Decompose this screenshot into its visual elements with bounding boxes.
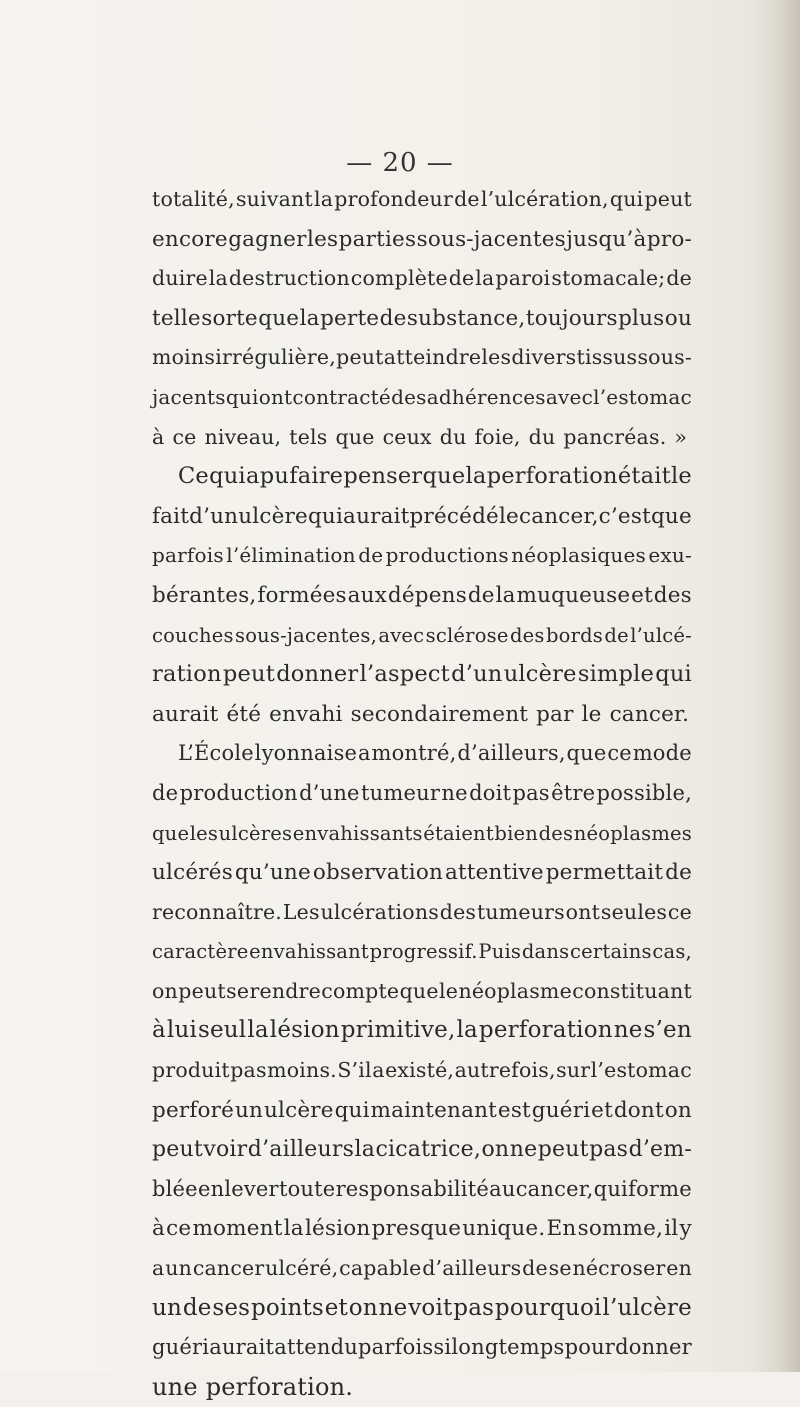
word: ne <box>509 1137 538 1163</box>
word: de <box>665 860 692 886</box>
word: muqueuse <box>516 582 631 608</box>
word: lésion <box>269 1017 340 1044</box>
word: profondeur <box>334 187 453 211</box>
word: le <box>581 701 602 727</box>
word: penser <box>343 463 423 490</box>
word: forme <box>628 1176 692 1201</box>
word: jusqu’à <box>566 226 647 252</box>
word: pancréas. <box>563 424 667 449</box>
word: ulcère <box>263 1097 334 1123</box>
word: attendu <box>274 1335 358 1360</box>
text-line <box>152 338 692 378</box>
word: jacents <box>152 384 226 409</box>
word: pas <box>453 1294 495 1321</box>
word: la <box>314 187 334 211</box>
body-text <box>152 180 692 1407</box>
word: lyonnaise <box>254 741 358 766</box>
word: a <box>245 463 260 490</box>
word: ulcéré, <box>265 1256 339 1281</box>
text-line <box>152 536 692 576</box>
word: la <box>354 1137 376 1163</box>
word: cas, <box>652 940 692 964</box>
word: de <box>182 1294 212 1321</box>
word: ou <box>664 305 692 331</box>
word: s’en <box>643 1017 692 1044</box>
word: nécroser <box>572 1256 666 1281</box>
word: des <box>391 384 427 409</box>
word: produit <box>152 1058 230 1083</box>
word: du <box>528 424 556 449</box>
word: certains <box>570 940 652 964</box>
word: ration <box>152 661 222 688</box>
word: un <box>165 1256 193 1281</box>
word: le <box>439 978 459 1003</box>
word: on <box>664 1097 692 1123</box>
word: se <box>226 978 250 1003</box>
word: l’élimination <box>226 543 356 568</box>
word: de <box>379 305 407 331</box>
word: tumeurs <box>476 899 565 924</box>
word: des <box>509 623 545 647</box>
word: encore <box>152 226 228 252</box>
text-line <box>152 299 692 339</box>
word: d’ailleurs <box>247 1137 355 1163</box>
word: en <box>666 1256 692 1281</box>
word: paroi <box>495 266 551 291</box>
page-edge-shadow <box>752 0 800 1372</box>
word: la <box>283 1216 304 1242</box>
word: des <box>538 821 574 845</box>
word: et <box>324 1294 348 1321</box>
word: ce <box>607 741 632 766</box>
word: montré, <box>371 741 457 766</box>
word: substance, <box>406 305 526 331</box>
text-line <box>152 1368 692 1407</box>
word: ont <box>565 899 601 924</box>
word: complète <box>350 266 448 291</box>
word: on <box>348 1294 378 1321</box>
word: un <box>234 1097 264 1123</box>
word: bords <box>545 623 604 647</box>
text-line <box>152 695 692 735</box>
word: ses <box>212 1294 251 1321</box>
word: était <box>617 463 671 490</box>
text-line <box>152 418 692 458</box>
word: d’ailleurs, <box>457 741 566 766</box>
word: y <box>679 1216 692 1242</box>
word: dans <box>521 940 570 964</box>
word: précédé <box>409 503 499 529</box>
word: perte <box>320 305 380 331</box>
word: sur <box>556 1058 591 1083</box>
word: aurait <box>343 503 410 529</box>
word: qui <box>334 1097 370 1123</box>
word: ulcère <box>503 661 577 688</box>
word: rendre <box>249 978 321 1003</box>
word: a <box>152 1256 165 1281</box>
word: reconnaître. <box>152 899 283 924</box>
word: été <box>226 701 262 727</box>
word: à <box>152 424 165 449</box>
word: somme, <box>577 1216 664 1242</box>
text-line <box>152 497 692 537</box>
word: avec <box>545 384 593 409</box>
word: toujours <box>525 305 618 331</box>
text-line <box>152 1249 692 1289</box>
word: tissus <box>576 345 638 370</box>
word: voit <box>408 1294 453 1321</box>
word: bien <box>494 821 539 845</box>
text-line <box>152 220 692 260</box>
word: de <box>448 266 475 291</box>
word: cancer <box>192 1256 265 1281</box>
word: du <box>439 424 467 449</box>
word: exu- <box>648 543 692 568</box>
word: aurait <box>209 1335 275 1360</box>
word: aurait <box>152 701 219 727</box>
text-line <box>152 1170 692 1210</box>
word: qui <box>609 187 644 211</box>
word: c’est <box>598 503 651 529</box>
word: moment <box>192 1216 283 1242</box>
word: niveau, <box>204 424 282 449</box>
word: que <box>650 503 692 529</box>
text-line <box>152 655 692 695</box>
word: cicatrice, <box>375 1137 482 1163</box>
word: compte <box>321 978 400 1003</box>
word: points <box>250 1294 324 1321</box>
word: donner <box>276 661 359 688</box>
word: foie, <box>474 424 521 449</box>
word: guéri <box>531 1097 591 1123</box>
word: progressif. <box>369 940 478 964</box>
word: mode <box>632 741 692 766</box>
word: maintenant <box>370 1097 497 1123</box>
text-line <box>152 814 692 854</box>
word: avec <box>378 623 425 647</box>
word: et <box>591 1097 613 1123</box>
word: atteindre <box>383 345 482 370</box>
word: on <box>481 1137 510 1163</box>
word: si <box>433 1335 452 1360</box>
word: d’un <box>451 661 503 688</box>
word: cancer, <box>515 1176 594 1201</box>
word: enlever <box>197 1176 279 1201</box>
word: lui <box>166 1017 198 1044</box>
word: ce <box>166 1216 192 1242</box>
word: perforation. <box>205 1372 354 1401</box>
word: a <box>357 741 371 766</box>
text-line <box>152 853 692 893</box>
word: qui <box>655 661 692 688</box>
text-line <box>152 1011 692 1051</box>
word: pas <box>230 1058 267 1083</box>
word: cancer. <box>609 701 690 727</box>
word: le <box>498 503 519 529</box>
word: de <box>467 582 495 608</box>
word: des <box>653 582 692 608</box>
word: d’un <box>189 503 239 529</box>
word: qui <box>593 1176 628 1201</box>
word: autrefois, <box>454 1058 556 1083</box>
word: que <box>422 463 466 490</box>
word: envahissants <box>292 821 423 845</box>
word: par <box>536 701 574 727</box>
word: il <box>664 1216 679 1242</box>
text-line <box>152 774 692 814</box>
word: l’estomac <box>590 1058 692 1083</box>
word: destruction <box>228 266 350 291</box>
word: néoplasme <box>458 978 572 1003</box>
word: simple <box>577 661 655 688</box>
word: un <box>152 1294 183 1321</box>
word: doit <box>469 780 512 805</box>
word: productions <box>385 543 509 568</box>
word: perforation <box>478 1017 613 1044</box>
word: que <box>152 821 190 845</box>
word: des <box>439 899 477 924</box>
word: attentive <box>444 860 544 886</box>
word: peut <box>644 187 692 211</box>
word: l’ulcère <box>602 1294 692 1321</box>
word: parfois <box>358 1335 434 1360</box>
word: voir <box>203 1137 248 1163</box>
word: la <box>208 266 228 291</box>
text-line <box>152 972 692 1012</box>
word: faire <box>289 463 344 490</box>
word: secondairement <box>350 701 529 727</box>
word: de <box>604 623 629 647</box>
word: peut <box>178 978 226 1003</box>
word: duire <box>152 266 208 291</box>
word: la <box>465 463 487 490</box>
word: à <box>152 1216 166 1242</box>
word: la <box>299 305 320 331</box>
word: que <box>335 424 375 449</box>
word: peut <box>537 1137 589 1163</box>
text-line <box>152 1051 692 1091</box>
word: l’ulcé- <box>630 623 692 647</box>
word: Puis <box>478 940 522 964</box>
word: donner <box>615 1335 692 1360</box>
word: envahi <box>269 701 343 727</box>
word: néoplasmes <box>573 821 692 845</box>
word: qui <box>307 503 344 529</box>
word: possible, <box>596 780 692 805</box>
word: envahissant <box>249 940 369 964</box>
word: ont <box>258 384 293 409</box>
word: existé, <box>385 1058 455 1083</box>
word: une <box>152 1372 198 1401</box>
word: toute <box>278 1176 336 1201</box>
word: production <box>179 780 298 805</box>
text-line <box>152 1209 692 1249</box>
word: totalité, <box>152 187 235 211</box>
word: divers <box>511 345 577 370</box>
text-line <box>152 616 692 656</box>
text-line <box>152 1328 692 1368</box>
text-line <box>152 932 692 972</box>
word: Ce <box>178 463 209 490</box>
word: stomacale; <box>551 266 666 291</box>
word: l’estomac <box>593 384 692 409</box>
word: qui <box>209 463 246 490</box>
word: pourquoi <box>494 1294 602 1321</box>
word: suivant <box>235 187 313 211</box>
word: longtemps <box>451 1335 565 1360</box>
word: ulcère <box>238 503 308 529</box>
word: dont <box>613 1097 664 1123</box>
word: ce <box>667 899 692 924</box>
word: tels <box>289 424 328 449</box>
word: de <box>522 1256 548 1281</box>
word: la <box>495 582 516 608</box>
word: peut <box>152 1137 203 1163</box>
word: responsabilité <box>335 1176 489 1201</box>
page-number: — 20 — <box>346 148 454 178</box>
text-line <box>152 1130 692 1170</box>
word: qui <box>225 384 259 409</box>
word: adhérences <box>426 384 546 409</box>
word: sclérose <box>425 623 509 647</box>
word: Les <box>282 899 320 924</box>
word: S’il <box>337 1058 372 1083</box>
word: d’em- <box>628 1137 692 1163</box>
word: ulcérés <box>152 860 233 886</box>
word: peut <box>222 661 275 688</box>
word: pas <box>589 1137 629 1163</box>
word: pour <box>564 1335 616 1360</box>
word: » <box>674 424 688 449</box>
word: néoplasiques <box>511 543 646 568</box>
word: ulcères <box>218 821 293 845</box>
word: pu <box>259 463 290 490</box>
text-line <box>152 734 692 774</box>
word: lésion <box>304 1216 371 1242</box>
word: l’ulcération, <box>480 187 609 211</box>
word: de <box>454 187 480 211</box>
word: d’ailleurs <box>422 1256 522 1281</box>
word: se <box>548 1256 572 1281</box>
word: pro- <box>646 226 692 252</box>
word: de <box>666 266 692 291</box>
word: peut <box>336 345 384 370</box>
word: que <box>399 978 439 1003</box>
word: plus <box>618 305 665 331</box>
word: être <box>551 780 596 805</box>
word: caractère <box>152 940 249 964</box>
word: ceux <box>382 424 432 449</box>
word: sous-jacentes, <box>235 623 378 647</box>
word: les <box>481 345 512 370</box>
word: a <box>372 1058 385 1083</box>
word: seul <box>197 1017 247 1044</box>
word: de <box>152 780 179 805</box>
word: primitive, <box>340 1017 456 1044</box>
word: presque <box>371 1216 462 1242</box>
word: les <box>189 821 219 845</box>
word: ce <box>172 424 197 449</box>
word: que <box>566 741 607 766</box>
word: couches <box>152 623 234 647</box>
word: on <box>152 978 178 1003</box>
word: dépens <box>387 582 467 608</box>
word: que <box>258 305 300 331</box>
word: de <box>358 543 384 568</box>
word: fait <box>152 503 190 529</box>
word: étaient <box>423 821 494 845</box>
word: capable <box>339 1256 422 1281</box>
text-line <box>152 893 692 933</box>
word: pas <box>512 780 550 805</box>
word: les <box>307 226 339 252</box>
word: au <box>489 1176 516 1201</box>
word: qu’une <box>234 860 311 886</box>
text-line <box>152 1091 692 1131</box>
word: est <box>497 1097 531 1123</box>
word: bérantes, <box>152 582 257 608</box>
word: gagner <box>228 226 307 252</box>
word: guéri <box>152 1335 210 1360</box>
word: l’aspect <box>359 661 450 688</box>
word: parties <box>338 226 417 252</box>
word: L’École <box>178 741 254 766</box>
word: aux <box>347 582 388 608</box>
text-line <box>152 576 692 616</box>
word: sous-jacentes <box>416 226 566 252</box>
word: parfois <box>152 543 224 568</box>
word: sous- <box>637 345 692 370</box>
word: sorte <box>201 305 258 331</box>
word: cancer, <box>519 503 599 529</box>
word: observation <box>312 860 444 886</box>
word: perforation <box>486 463 618 490</box>
text-line <box>152 378 692 418</box>
word: tumeur <box>361 780 441 805</box>
word: ne <box>613 1017 643 1044</box>
word: la <box>456 1017 478 1044</box>
word: ne <box>441 780 468 805</box>
word: permettait <box>545 860 664 886</box>
text-line <box>152 180 692 220</box>
word: telle <box>152 305 201 331</box>
word: unique. <box>462 1216 546 1242</box>
text-line <box>152 259 692 299</box>
text-line <box>152 457 692 497</box>
word: constituant <box>572 978 692 1003</box>
word: la <box>475 266 495 291</box>
word: d’une <box>299 780 360 805</box>
word: formées <box>257 582 347 608</box>
word: En <box>546 1216 577 1242</box>
word: le <box>671 463 692 490</box>
word: moins. <box>267 1058 337 1083</box>
word: contracté <box>292 384 391 409</box>
word: la <box>247 1017 269 1044</box>
word: et <box>631 582 653 608</box>
word: perforé <box>152 1097 235 1123</box>
word: blée <box>152 1176 198 1201</box>
text-line <box>152 1289 692 1329</box>
word: seules <box>600 899 668 924</box>
word: à <box>152 1017 166 1044</box>
word: irrégulière, <box>215 345 336 370</box>
word: ulcérations <box>320 899 439 924</box>
word: ne <box>378 1294 408 1321</box>
word: moins <box>152 345 216 370</box>
